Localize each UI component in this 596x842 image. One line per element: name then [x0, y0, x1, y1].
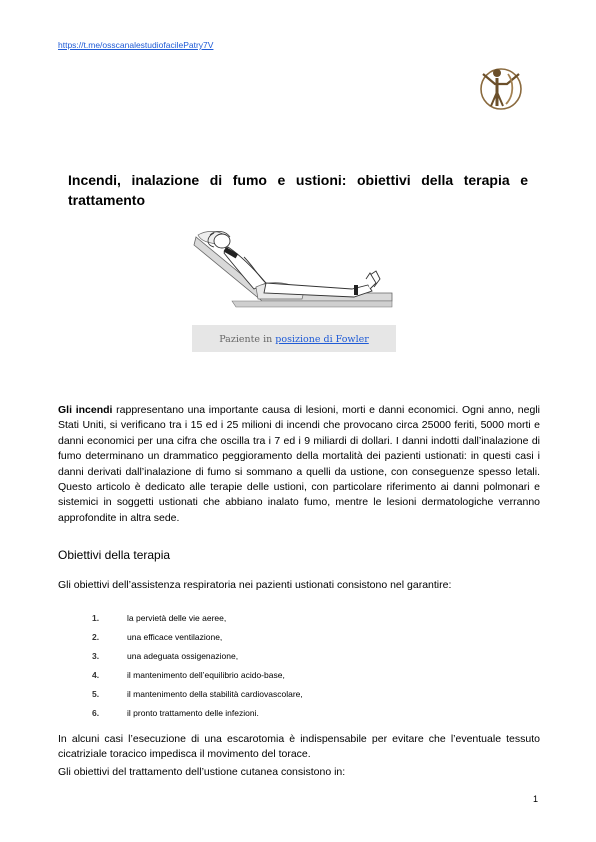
- list-number: 4.: [92, 670, 100, 680]
- goals-list: [58, 612, 518, 726]
- list-number: 6.: [92, 708, 100, 718]
- list-text: il mantenimento dell’equilibrio acido-base,: [127, 670, 285, 680]
- goals-intro: Gli obiettivi dell’assistenza respiratoria nei pazienti ustionati consistono nel garantire:: [58, 579, 452, 591]
- intro-bold-term: Gli incendi: [58, 404, 113, 416]
- list-text: il mantenimento della stabilità cardiovascolare,: [127, 689, 303, 699]
- list-text: il pronto trattamento delle infezioni.: [127, 708, 259, 718]
- list-text: una efficace ventilazione,: [127, 632, 223, 642]
- fowler-position-link[interactable]: posizione di Fowler: [275, 334, 369, 345]
- telegram-link[interactable]: https://t.me/osscanalestudiofacilePatry7V: [58, 40, 214, 50]
- caption-prefix: Paziente in: [219, 334, 276, 345]
- figure-caption: [192, 334, 396, 345]
- intro-paragraph: [58, 403, 540, 526]
- list-number: 3.: [92, 651, 100, 661]
- escharotomy-paragraph: In alcuni casi l’esecuzione di una escarotomia è indispensabile per evitare che l’eventuale tessuto cicatriziale toracico impedisca il movimento del torace.: [58, 733, 540, 761]
- page-title: Incendi, inalazione di fumo e ustioni: obiettivi della terapia e trattamento: [68, 172, 528, 208]
- logo-icon: [478, 62, 524, 112]
- list-item: [58, 612, 518, 631]
- list-item: [58, 669, 518, 688]
- list-item: [58, 707, 518, 726]
- page-number: 1: [533, 794, 539, 804]
- list-text: una adeguata ossigenazione,: [127, 651, 239, 661]
- section-heading: Obiettivi della terapia: [58, 548, 171, 562]
- list-number: 2.: [92, 632, 100, 642]
- patient-illustration: [192, 227, 396, 325]
- list-number: 5.: [92, 689, 100, 699]
- fowler-position-figure: [192, 227, 396, 352]
- list-item: [58, 650, 518, 669]
- list-item: [58, 631, 518, 650]
- intro-text: rappresentano una importante causa di lesioni, morti e danni economici. Ogni anno, negli Stati Uniti, si verificano tra i 15 ed i 25 milioni di incendi che provocano circa 25000 feriti, 5000 morti e danni economici per una cifra che oscilla tra i 7 ed i 9 miliardi di dollari. I danni indotti dall’inalazione di fumo determinano un drammatico peggioramento della mortalità dei pazienti ustionati: in questi casi i danni derivati dall’inalazione di fumo si sommano a quelli da ustione, con conseguenze spesso letali. Questo articolo è dedicato alle terapie delle ustioni, con particolare riferimento ai danni polmonari e sistemici in soggetti ustionati che abbiano inalato fumo, mentre le lesioni dermatologiche verranno approfondite in altra sede.: [58, 404, 540, 524]
- list-number: 1.: [92, 613, 100, 623]
- list-item: [58, 688, 518, 707]
- skin-treatment-paragraph: Gli obiettivi del trattamento dell’ustione cutanea consistono in:: [58, 766, 346, 778]
- list-text: la pervietà delle vie aeree,: [127, 613, 227, 623]
